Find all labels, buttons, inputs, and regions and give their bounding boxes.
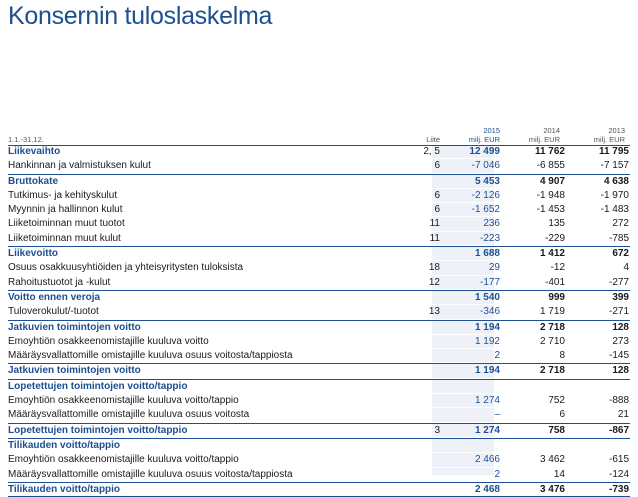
row-note: 11 xyxy=(429,218,440,230)
row-label: Rahoitustuotot ja -kulut xyxy=(8,276,111,288)
table-row xyxy=(8,438,630,453)
value-2015: -1 652 xyxy=(471,204,500,216)
row-note: 18 xyxy=(428,262,440,274)
row-label: Määräysvallattomille omistajille kuuluva osuus voitosta/tappiosta xyxy=(8,468,293,480)
value-2015: 2 xyxy=(494,468,500,480)
value-2013: -739 xyxy=(608,483,629,495)
value-2015: 1 540 xyxy=(474,291,500,303)
table-row xyxy=(8,468,630,482)
value-2015: -346 xyxy=(479,306,500,318)
value-2015: 2 468 xyxy=(474,483,500,495)
value-2014: 1 412 xyxy=(539,248,565,260)
row-label: Määräysvallattomille omistajille kuuluva osuus voitosta xyxy=(8,409,250,421)
year-2013-label: 2013 xyxy=(608,126,625,135)
value-2013: 399 xyxy=(612,291,629,303)
row-label: Lopetettujen toimintojen voitto/tappio xyxy=(8,380,188,392)
value-2013: -615 xyxy=(608,454,629,466)
value-2013: -271 xyxy=(608,306,629,318)
value-2015: – xyxy=(494,409,500,421)
row-label: Tutkimus- ja kehityskulut xyxy=(8,189,118,201)
value-2013: 4 xyxy=(623,262,629,274)
row-label: Liiketoiminnan muut kulut xyxy=(8,232,121,244)
value-2015: 236 xyxy=(483,218,500,230)
value-2013: -1 970 xyxy=(600,189,629,201)
value-2015: 29 xyxy=(488,262,500,274)
value-2013: 21 xyxy=(617,409,629,421)
row-label: Voitto ennen veroja xyxy=(8,291,101,303)
row-label: Liikevaihto xyxy=(8,146,61,157)
value-2014: 8 xyxy=(559,350,565,362)
table-row xyxy=(8,482,630,497)
value-2013: -7 157 xyxy=(600,160,629,172)
value-2015: 2 xyxy=(494,350,500,362)
value-2013: 272 xyxy=(612,218,629,230)
row-note: 6 xyxy=(434,204,440,216)
value-2014: 1 719 xyxy=(539,306,565,318)
value-2013: 4 638 xyxy=(603,175,629,187)
value-2013: -124 xyxy=(608,468,629,480)
value-2014: 3 476 xyxy=(539,483,565,495)
row-note: 2, 5 xyxy=(423,146,440,157)
value-2015: -2 126 xyxy=(471,189,500,201)
value-2014: 6 xyxy=(559,409,565,421)
year-2014-header xyxy=(500,126,560,144)
value-2014: 135 xyxy=(548,218,565,230)
value-2015: 2 466 xyxy=(474,454,500,466)
row-note: 3 xyxy=(434,424,440,436)
income-statement-table xyxy=(8,145,630,497)
table-row xyxy=(8,335,630,349)
row-note: 6 xyxy=(434,160,440,172)
table-row xyxy=(8,349,630,363)
value-2014: 752 xyxy=(548,395,565,407)
year-2013-unit: milj. EUR xyxy=(593,135,625,144)
value-2014: -1 948 xyxy=(536,189,565,201)
table-row xyxy=(8,174,630,189)
note-header: Liite xyxy=(426,135,440,144)
year-2014-unit: milj. EUR xyxy=(528,135,560,144)
row-label: Jatkuvien toimintojen voitto xyxy=(8,321,141,333)
value-2014: -1 453 xyxy=(536,204,565,216)
value-2013: -888 xyxy=(608,395,629,407)
row-label: Emoyhtiön osakkeenomistajille kuuluva voitto/tappio xyxy=(8,395,239,407)
table-row xyxy=(8,394,630,408)
value-2013: 128 xyxy=(612,365,629,377)
value-2014: 14 xyxy=(553,468,565,480)
row-label: Hankinnan ja valmistuksen kulut xyxy=(8,160,151,172)
value-2014: -229 xyxy=(544,232,565,244)
value-2015: 12 499 xyxy=(469,146,500,157)
value-2015: 1 688 xyxy=(474,248,500,260)
table-row xyxy=(8,261,630,275)
table-row xyxy=(8,408,630,422)
value-2014: 3 462 xyxy=(539,454,565,466)
value-2014: 2 718 xyxy=(539,321,565,333)
table-row xyxy=(8,423,630,438)
value-2013: -867 xyxy=(608,424,629,436)
value-2014: -6 855 xyxy=(536,160,565,172)
table-row xyxy=(8,145,630,159)
value-2013: -1 483 xyxy=(600,204,629,216)
row-label: Liiketoiminnan muut tuotot xyxy=(8,218,125,230)
row-label: Osuus osakkuusyhtiöiden ja yhteisyritysten tuloksista xyxy=(8,262,244,274)
table-row xyxy=(8,189,630,203)
value-2013: 672 xyxy=(612,248,629,260)
value-2015: 1 274 xyxy=(474,424,500,436)
value-2013: 273 xyxy=(612,335,629,347)
row-label: Tilikauden voitto/tappio xyxy=(8,483,121,495)
row-label: Jatkuvien toimintojen voitto xyxy=(8,365,141,377)
value-2013: -785 xyxy=(608,232,629,244)
row-label: Myynnin ja hallinnon kulut xyxy=(8,204,123,216)
value-2014: 2 718 xyxy=(539,365,565,377)
year-2015-label: 2015 xyxy=(483,126,500,135)
row-note: 13 xyxy=(428,306,440,318)
value-2014: 11 762 xyxy=(534,146,565,157)
table-row xyxy=(8,290,630,305)
year-2013-header xyxy=(565,126,625,144)
row-label: Emoyhtiön osakkeenomistajille kuuluva voitto xyxy=(8,335,209,347)
table-row xyxy=(8,246,630,261)
year-2015-header xyxy=(440,126,500,144)
value-2014: 999 xyxy=(548,291,565,303)
value-2014: 2 710 xyxy=(539,335,565,347)
row-label: Määräysvallattomille omistajille kuuluva osuus voitosta/tappiosta xyxy=(8,350,293,362)
table-row xyxy=(8,203,630,217)
table-row xyxy=(8,276,630,290)
value-2015: -7 046 xyxy=(471,160,500,172)
row-label: Tuloverokulut/-tuotot xyxy=(8,306,99,318)
table-row xyxy=(8,217,630,231)
table-row xyxy=(8,453,630,467)
period-header: 1.1.-31.12. xyxy=(8,135,44,144)
year-2015-unit: milj. EUR xyxy=(468,135,500,144)
value-2015: 1 194 xyxy=(474,365,500,377)
row-note: 12 xyxy=(428,276,440,288)
value-2015: -223 xyxy=(479,232,500,244)
table-row xyxy=(8,379,630,394)
row-label: Bruttokate xyxy=(8,175,59,187)
value-2015: 5 453 xyxy=(474,175,500,187)
value-2013: -145 xyxy=(608,350,629,362)
value-2015: -177 xyxy=(479,276,500,288)
table-row xyxy=(8,232,630,246)
row-label: Emoyhtiön osakkeenomistajille kuuluva voitto/tappio xyxy=(8,454,239,466)
row-label: Lopetettujen toimintojen voitto/tappio xyxy=(8,424,188,436)
value-2015: 1 274 xyxy=(474,395,500,407)
table-row xyxy=(8,363,630,378)
value-2014: 4 907 xyxy=(539,175,565,187)
value-2013: 11 795 xyxy=(598,146,629,157)
page-title: Konsernin tuloslaskelma xyxy=(8,2,273,30)
row-label: Tilikauden voitto/tappio xyxy=(8,439,121,451)
value-2015: 1 194 xyxy=(474,321,500,333)
year-2014-label: 2014 xyxy=(543,126,560,135)
value-2015: 1 192 xyxy=(474,335,500,347)
table-row xyxy=(8,305,630,319)
row-note: 6 xyxy=(434,189,440,201)
value-2014: -12 xyxy=(550,262,565,274)
value-2014: -401 xyxy=(544,276,565,288)
table-row xyxy=(8,320,630,335)
table-row xyxy=(8,159,630,173)
row-label: Liikevoitto xyxy=(8,248,59,260)
value-2013: -277 xyxy=(608,276,629,288)
value-2014: 758 xyxy=(548,424,565,436)
row-note: 11 xyxy=(429,232,440,244)
value-2013: 128 xyxy=(612,321,629,333)
